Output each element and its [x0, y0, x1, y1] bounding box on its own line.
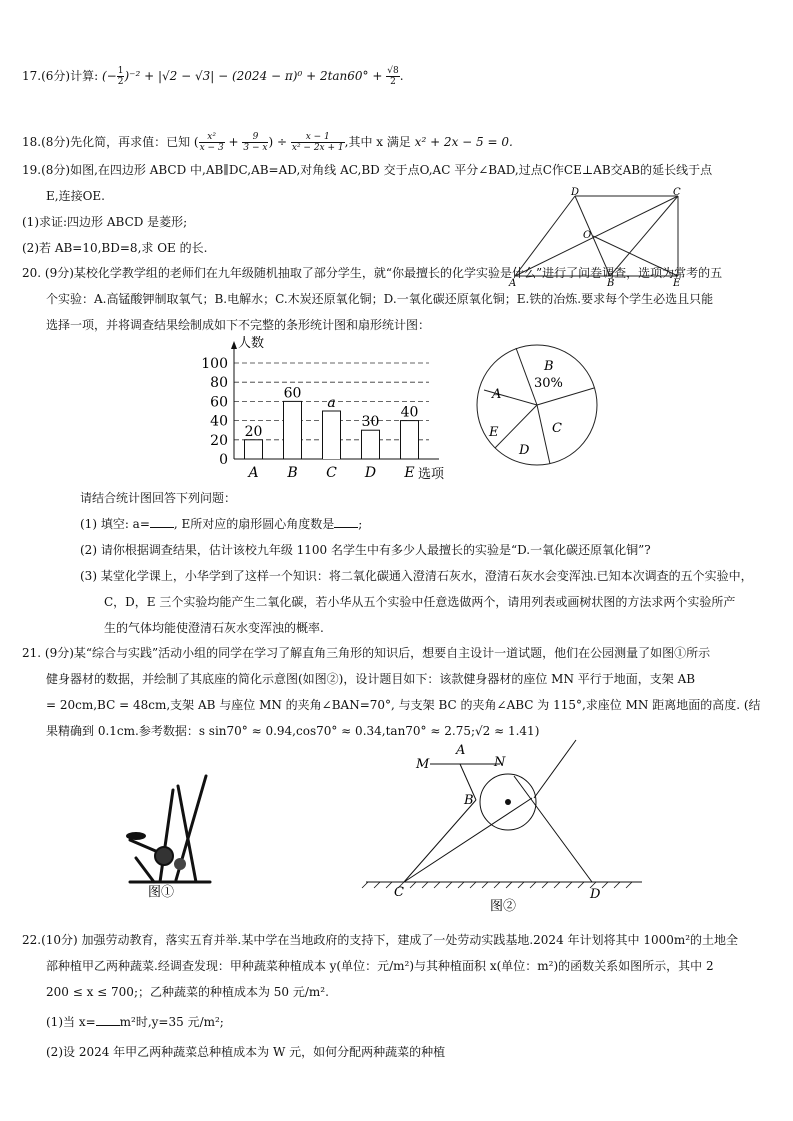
- q19-label-b: B: [607, 278, 615, 286]
- q21-base-diagram-figure: [360, 736, 650, 916]
- fig2-caption: 图②: [490, 899, 517, 914]
- q19-label-a: A: [509, 278, 517, 286]
- pie-label-b: B: [544, 359, 554, 374]
- answer-blank-angle[interactable]: [334, 527, 358, 528]
- q20-sub2: (2) 请你根据调查结果，估计该校九年级 1100 名学生中有多少人最擅长的实验是“D.一氧化碳还原氧化铜”?: [80, 543, 651, 557]
- pie-label-d: D: [519, 443, 530, 458]
- bar: [362, 430, 380, 459]
- pie-label-a: A: [492, 387, 502, 402]
- q22-line2: 部种植甲乙两种蔬菜.经调查发现：甲种蔬菜种植成本 y(单位：元/m²)与其种植面积 x(单位：m²)的函数关系如图所示，其中 2: [46, 959, 714, 973]
- bar: [323, 411, 341, 459]
- chart-xlabel: 选项: [418, 467, 445, 481]
- x-tick-label: E: [404, 465, 415, 481]
- q18-frac-a: $\frac{\text{x²}}{x - 3}$: [199, 132, 224, 153]
- q21-fitness-machine-figure: [118, 770, 228, 900]
- answer-blank-a[interactable]: [150, 527, 174, 528]
- q20-sub1: (1) 填空: a= , E所对应的扇形圆心角度数是 ;: [80, 517, 363, 531]
- q19-part1: (1)求证:四边形 ABCD 是菱形;: [22, 215, 188, 229]
- q17-frac-1: $\frac{1}{2}$: [117, 66, 124, 87]
- q17-expr-pre: (−: [101, 69, 117, 83]
- fig2-label-c: C: [394, 885, 404, 900]
- y-tick-label: 20: [210, 432, 228, 449]
- q17-frac-2: $\frac{√8}{2}$: [387, 66, 399, 87]
- fig2-label-d: D: [590, 887, 601, 902]
- q22-part1: (1)当 x= m²时,y=35 元/m²;: [46, 1015, 224, 1029]
- bar: [401, 421, 419, 459]
- fig2-label-n: N: [494, 755, 506, 770]
- fig2-label-m: M: [416, 757, 430, 772]
- q20-bar-chart: [196, 333, 456, 481]
- q17-label: 17.(6分)计算:: [22, 69, 99, 83]
- q20-intro: 请结合统计图回答下列问题：: [80, 491, 237, 505]
- fig2-label-b: B: [464, 793, 474, 808]
- q20-line3: 选择一项，并将调查结果绘制成如下不完整的条形统计图和扇形统计图：: [46, 318, 431, 332]
- bar: [245, 440, 263, 459]
- bar-value-label: 60: [283, 385, 302, 402]
- chart-ylabel: 人数: [238, 336, 265, 351]
- q21-line1: 21. (9分)某“综合与实践”活动小组的同学在学习了解直角三角形的知识后，想要自主设计一道试题，他们在公园测量了如图①所示: [22, 646, 711, 660]
- q20-line2: 个实验：A.高锰酸钾制取氧气；B.电解水；C.木炭还原氧化铜；D.一氧化碳还原氧化铜；E.铁的冶炼.要求每个学生必选且只能: [46, 292, 714, 306]
- q18-tail: ,其中 x 满足: [344, 135, 411, 149]
- pie-label-b-pct: 30%: [534, 376, 563, 391]
- y-tick-label: 80: [210, 375, 228, 392]
- q17-expr-mid: )⁻² + |√2 − √3| − (2024 − π)⁰ + 2tan60° +: [124, 69, 387, 83]
- q18-line: 18.(8分)先化简，再求值：已知 ( $\frac{\text{x²}}{x - 3}$ + $\frac{9}{3 - x}$ ) ÷ $\frac{x - 1}{\text{x² − 2x + 1}}$ ,其中 x 满足 x² + 2x − 5 = 0.: [22, 132, 513, 153]
- q18-frac-b: $\frac{9}{3 - x}$: [243, 132, 268, 153]
- q17-line: [22, 66, 404, 87]
- q19-part2: (2)若 AB=10,BD=8,求 OE 的长.: [22, 241, 208, 255]
- q21-line2: 健身器材的数据，并绘制了其底座的简化示意图(如图②)，设计题目如下：该款健身器材的座位 MN 平行于地面，支架 AB: [46, 672, 696, 686]
- q22-line3: 200 ≤ x ≤ 700;；乙种蔬菜的种植成本为 50 元/m².: [46, 985, 329, 999]
- y-axis-arrow: [231, 341, 237, 349]
- q20-sub3-line2: C，D，E 三个实验均能产生二氧化碳，若小华从五个实验中任意选做两个，请用列表或画树状图的方法求两个实验所产: [104, 595, 736, 609]
- q18-condition: x² + 2x − 5 = 0.: [414, 135, 513, 149]
- bar-value-label: 30: [361, 414, 380, 431]
- q20-pie-chart: [472, 340, 602, 470]
- q19-line1: 19.(8分)如图,在四边形 ABCD 中,AB∥DC,AB=AD,对角线 AC,BD 交于点O,AC 平分∠BAD,过点C作CE⊥AB交AB的延长线于点: [22, 163, 713, 177]
- q18-frac-c: $\frac{x - 1}{\text{x² − 2x + 1}}$: [291, 132, 344, 153]
- q22-line1: 22.(10分) 加强劳动教育，落实五育并举.某中学在当地政府的支持下，建成了一处劳动实践基地.2024 年计划将其中 1000m²的土地全: [22, 933, 739, 947]
- bar-value-label: 20: [244, 423, 263, 440]
- q20-sub3-line1: (3) 某堂化学课上，小华学到了这样一个知识：将二氧化碳通入澄清石灰水，澄清石灰水会变浑浊.已知本次调查的五个实验中，: [80, 569, 753, 583]
- q19-label-o: O: [583, 230, 592, 241]
- x-tick-label: C: [326, 465, 337, 481]
- x-tick-label: D: [364, 465, 377, 481]
- q19-label-c: C: [673, 187, 681, 198]
- q21-line3: = 20cm,BC = 48cm,支架 AB 与座位 MN 的夹角∠BAN=70°, 与支架 BC 的夹角∠ABC 为 115°,求座位 MN 距离地面的高度. (结: [46, 698, 761, 712]
- y-tick-label: 40: [210, 413, 228, 430]
- q19-label-d: D: [571, 187, 580, 198]
- fig1-caption: 图①: [148, 885, 175, 900]
- q19-line2: E,连接OE.: [46, 189, 105, 203]
- answer-blank-x[interactable]: [96, 1025, 120, 1026]
- bar-value-label: a: [327, 395, 336, 411]
- q17-end: .: [399, 69, 404, 83]
- q20-line1: 20. (9分)某校化学教学组的老师们在九年级随机抽取了部分学生，就“你最擅长的化学实验是什么”进行了问卷调查，选项为常考的五: [22, 266, 723, 280]
- bar: [284, 401, 302, 459]
- y-tick-label: 0: [219, 452, 228, 468]
- y-tick-label: 100: [201, 356, 228, 372]
- bar-value-label: 40: [400, 404, 419, 421]
- y-tick-label: 60: [210, 394, 228, 411]
- fig2-label-a: A: [456, 743, 466, 758]
- x-tick-label: A: [248, 465, 259, 481]
- pie-label-c: C: [552, 421, 562, 436]
- q18-label: 18.(8分)先化简，再求值：已知: [22, 135, 191, 149]
- pie-label-e: E: [489, 425, 499, 440]
- q21-line4: 果精确到 0.1cm.参考数据：s sin70° ≈ 0.94,cos70° ≈ 0.34,tan70° ≈ 2.75;√2 ≈ 1.41): [46, 724, 540, 738]
- x-tick-label: B: [287, 465, 298, 481]
- q22-part2: (2)设 2024 年甲乙两种蔬菜总种植成本为 W 元，如何分配两种蔬菜的种植: [46, 1045, 446, 1059]
- q19-label-e: E: [673, 278, 681, 286]
- q20-sub3-line3: 生的气体均能使澄清石灰水变浑浊的概率.: [104, 621, 324, 635]
